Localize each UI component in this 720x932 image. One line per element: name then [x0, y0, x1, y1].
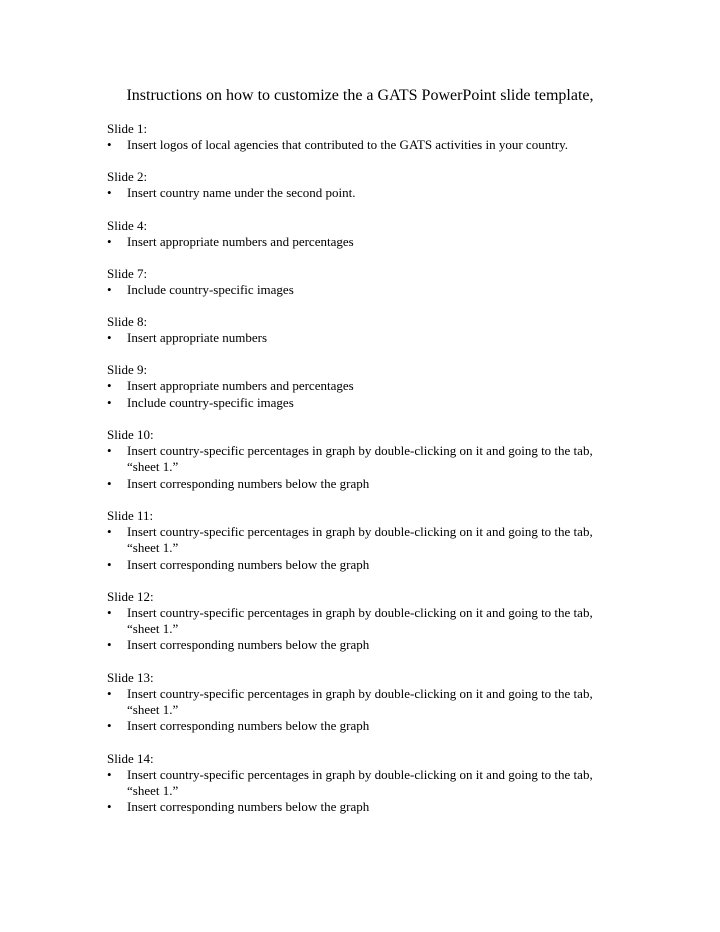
bullet-text: Insert corresponding numbers below the graph — [127, 718, 370, 734]
bullet-text: Insert corresponding numbers below the graph — [127, 475, 370, 491]
bullet-item — [107, 137, 627, 153]
section-heading: Slide 9: — [107, 362, 148, 378]
section-heading: Slide 2: — [107, 169, 148, 185]
bullet-dot-icon: • — [107, 394, 112, 410]
slide-section — [107, 508, 627, 573]
bullet-text: Insert country-specific percentages in graph by double-clicking on it and going to the tab, “sheet 1.” — [127, 443, 593, 475]
bullet-item — [107, 185, 627, 201]
bullet-text: Insert appropriate numbers and percentages — [127, 378, 354, 394]
bullet-dot-icon: • — [107, 556, 112, 572]
bullet-item — [107, 378, 627, 394]
bullet-list — [107, 234, 627, 250]
bullet-list — [107, 185, 627, 201]
slide-section — [107, 362, 627, 411]
bullet-text: Include country-specific images — [127, 281, 294, 297]
bullet-text: Insert appropriate numbers — [127, 330, 268, 346]
bullet-list — [107, 605, 627, 654]
bullet-dot-icon: • — [107, 233, 112, 249]
bullet-list — [107, 767, 627, 816]
bullet-text: Insert corresponding numbers below the graph — [127, 799, 370, 815]
bullet-item — [107, 395, 627, 411]
section-heading: Slide 12: — [107, 588, 154, 604]
bullet-list — [107, 443, 627, 492]
bullet-dot-icon: • — [107, 523, 112, 539]
bullet-text: Insert country name under the second point. — [127, 185, 356, 201]
bullet-text: Insert corresponding numbers below the graph — [127, 637, 370, 653]
slide-section — [107, 589, 627, 654]
bullet-dot-icon: • — [107, 281, 112, 297]
bullet-dot-icon: • — [107, 137, 112, 152]
bullet-item — [107, 524, 627, 557]
bullet-list — [107, 330, 627, 346]
bullet-text: Insert country-specific percentages in graph by double-clicking on it and going to the tab, “sheet 1.” — [127, 523, 593, 556]
section-heading: Slide 1: — [107, 121, 148, 136]
bullet-list — [107, 686, 627, 735]
bullet-item — [107, 767, 627, 800]
bullet-dot-icon: • — [107, 604, 112, 620]
slide-section — [107, 121, 627, 153]
bullet-item — [107, 718, 627, 734]
section-heading: Slide 10: — [107, 427, 154, 443]
bullet-item — [107, 686, 627, 719]
bullet-text: Insert logos of local agencies that contributed to the GATS activities in your country. — [127, 137, 569, 152]
bullet-dot-icon: • — [107, 330, 112, 346]
bullet-dot-icon: • — [107, 799, 112, 815]
bullet-list — [107, 524, 627, 573]
section-heading: Slide 8: — [107, 314, 148, 330]
section-heading: Slide 11: — [107, 507, 154, 523]
bullet-text: Include country-specific images — [127, 394, 294, 410]
slide-section — [107, 218, 627, 250]
bullet-item — [107, 234, 627, 250]
bullet-dot-icon: • — [107, 443, 112, 459]
bullet-dot-icon: • — [107, 637, 112, 653]
slide-section — [107, 427, 627, 492]
slide-section — [107, 266, 627, 298]
bullet-item — [107, 282, 627, 298]
slide-section — [107, 169, 627, 201]
bullet-text: Insert country-specific percentages in graph by double-clicking on it and going to the tab, “sheet 1.” — [127, 685, 593, 718]
bullet-text: Insert corresponding numbers below the graph — [127, 556, 370, 572]
bullet-dot-icon: • — [107, 378, 112, 394]
bullet-item — [107, 637, 627, 653]
bullet-dot-icon: • — [107, 685, 112, 701]
slide-section — [107, 751, 627, 816]
bullet-item — [107, 605, 627, 638]
bullet-list — [107, 137, 627, 153]
bullet-item — [107, 476, 627, 492]
bullet-text: Insert appropriate numbers and percentages — [127, 233, 354, 249]
bullet-item — [107, 330, 627, 346]
bullet-text: Insert country-specific percentages in graph by double-clicking on it and going to the tab, “sheet 1.” — [127, 604, 593, 637]
section-heading: Slide 7: — [107, 265, 148, 281]
section-heading: Slide 14: — [107, 750, 154, 766]
bullet-dot-icon: • — [107, 475, 112, 491]
bullet-dot-icon: • — [107, 766, 112, 782]
instruction-sections — [107, 121, 627, 832]
slide-section — [107, 670, 627, 735]
section-heading: Slide 4: — [107, 217, 148, 233]
page-title: Instructions on how to customize the a GATS PowerPoint slide template, — [126, 87, 594, 104]
bullet-item — [107, 443, 627, 476]
section-heading: Slide 13: — [107, 669, 154, 685]
bullet-item — [107, 557, 627, 573]
slide-section — [107, 314, 627, 346]
bullet-text: Insert country-specific percentages in graph by double-clicking on it and going to the tab, “sheet 1.” — [127, 766, 593, 798]
bullet-item — [107, 799, 627, 815]
bullet-dot-icon: • — [107, 718, 112, 734]
bullet-list — [107, 282, 627, 298]
bullet-list — [107, 378, 627, 411]
bullet-dot-icon: • — [107, 185, 112, 201]
